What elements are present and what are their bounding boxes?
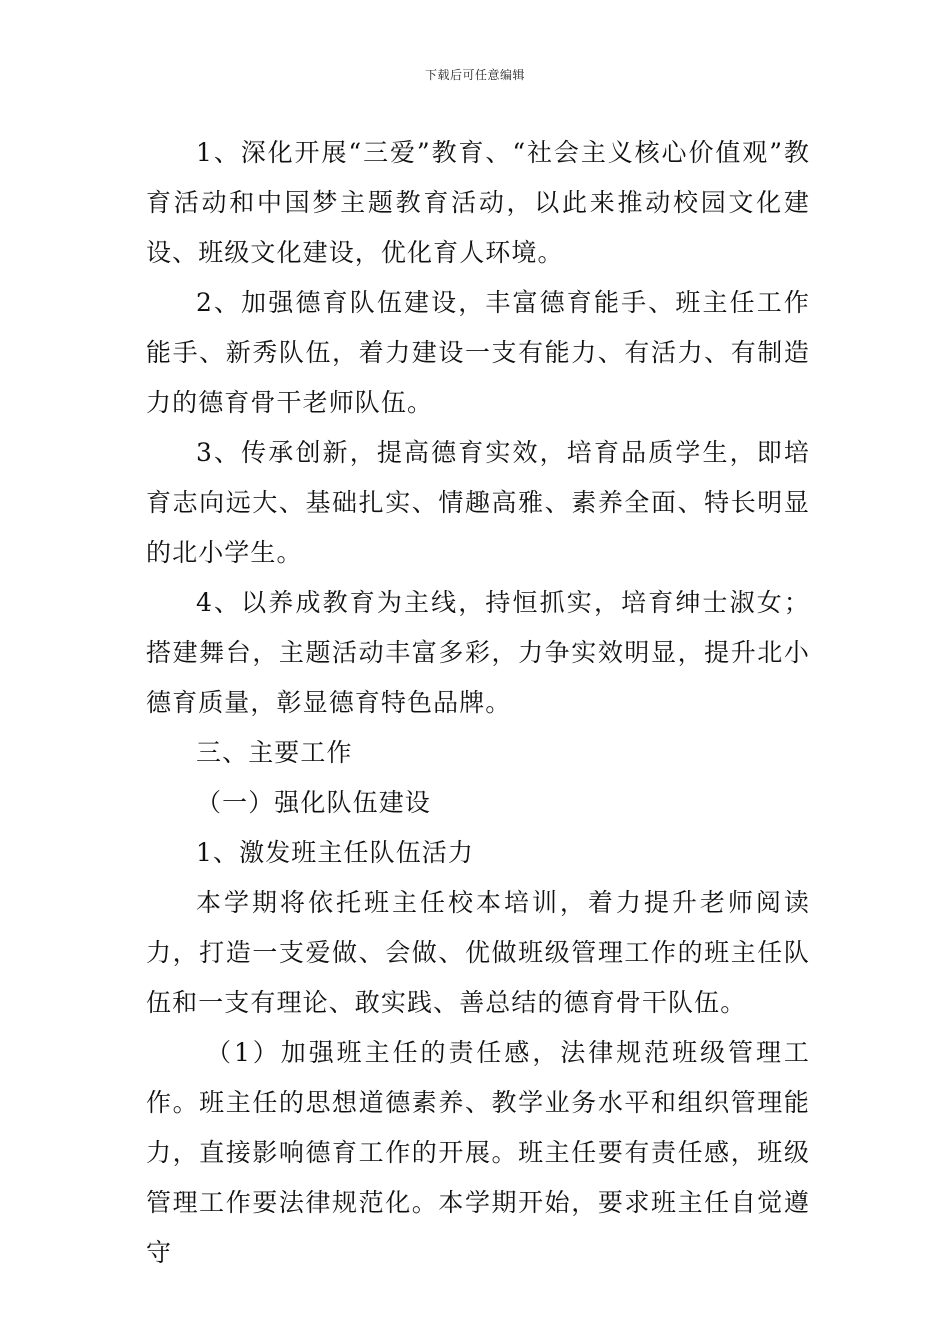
section-heading-main-work: 三、主要工作 — [196, 738, 353, 767]
document-body — [146, 128, 810, 1278]
item-heading-teacher-vitality: 1、激发班主任队伍活力 — [196, 838, 475, 867]
paragraph-goal-2: 2、加强德育队伍建设，丰富德育能手、班主任工作能手、新秀队伍，着力建设一支有能力、有活力、有制造力的德育骨干老师队伍。 — [146, 288, 810, 417]
page-header-note: 下载后可任意编辑 — [424, 68, 525, 82]
subsection-heading-team-building: （一）强化队伍建设 — [196, 788, 431, 817]
paragraph-training: 本学期将依托班主任校本培训，着力提升老师阅读力，打造一支爱做、会做、优做班级管理工作的班主任队伍和一支有理论、敢实践、善总结的德育骨干队伍。 — [146, 888, 810, 1017]
paragraph-goal-3: 3、传承创新，提高德育实效，培育品质学生，即培育志向远大、基础扎实、情趣高雅、素养全面、特长明显的北小学生。 — [146, 438, 810, 567]
paragraph-goal-1: 1、深化开展“三爱”教育、“社会主义核心价值观”教育活动和中国梦主题教育活动，以此来推动校园文化建设、班级文化建设，优化育人环境。 — [146, 138, 810, 267]
paragraph-responsibility: （1）加强班主任的责任感，法律规范班级管理工作。班主任的思想道德素养、教学业务水平和组织管理能力，直接影响德育工作的开展。班主任要有责任感，班级管理工作要法律规范化。本学期开始，要求班主任自觉遵守 — [146, 1038, 810, 1267]
paragraph-goal-4: 4、以养成教育为主线，持恒抓实，培育绅士淑女；搭建舞台，主题活动丰富多彩，力争实效明显，提升北小德育质量，彰显德育特色品牌。 — [146, 588, 810, 717]
